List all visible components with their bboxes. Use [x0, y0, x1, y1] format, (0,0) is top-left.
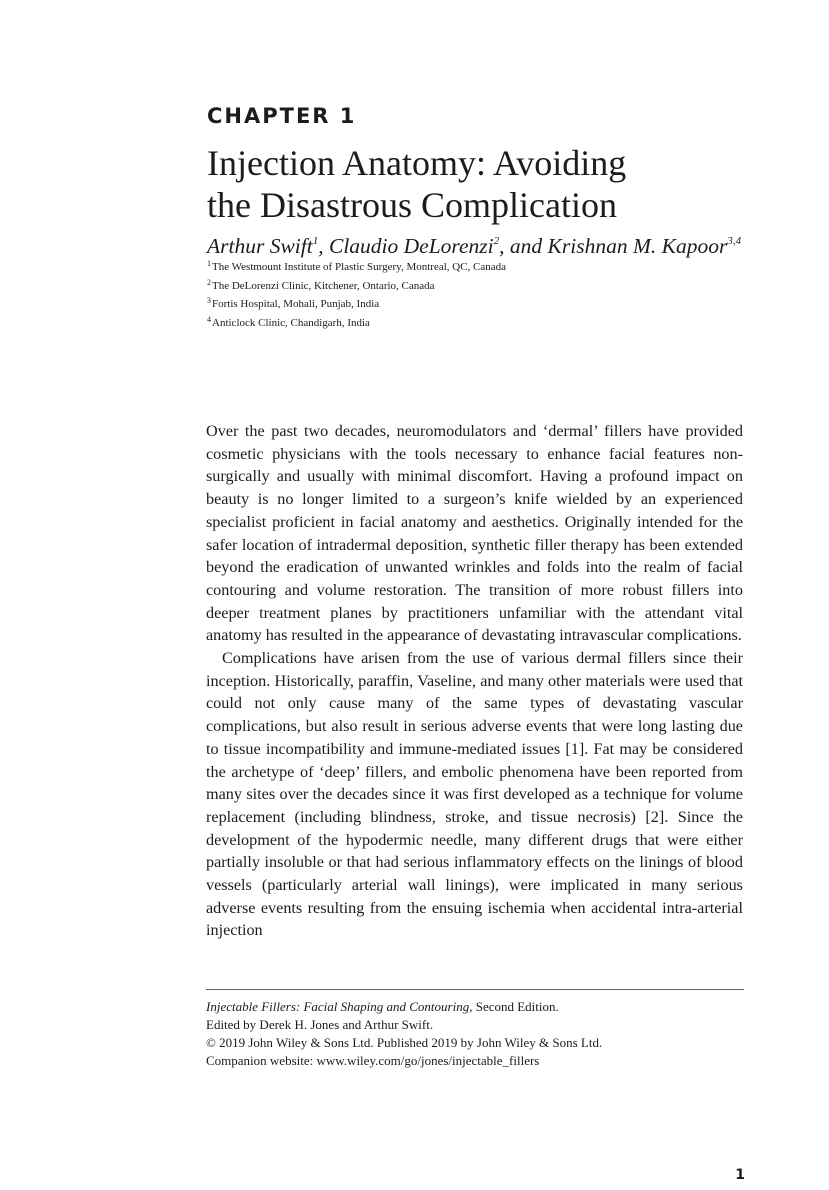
- companion-website-line: Companion website: www.wiley.com/go/jones/injectable_fillers: [206, 1053, 540, 1068]
- affiliation: [207, 295, 506, 314]
- chapter-label: CHAPTER 1: [207, 104, 357, 128]
- book-citation: [206, 998, 746, 1016]
- author-separator: ,: [318, 234, 329, 258]
- author-name: Krishnan M. Kapoor: [547, 234, 728, 258]
- author-separator: , and: [499, 234, 548, 258]
- chapter-title-line-1: Injection Anatomy: Avoiding: [207, 143, 627, 183]
- affiliation-number: 1: [207, 259, 211, 268]
- chapter-title-line-2: the Disastrous Complication: [207, 185, 617, 225]
- affiliation-list: [207, 258, 506, 332]
- author-list: [207, 233, 767, 259]
- body-text: [206, 420, 743, 942]
- footnote-divider: [206, 989, 744, 990]
- affiliation-text: The Westmount Institute of Plastic Surgery, Montreal, QC, Canada: [212, 261, 507, 273]
- publication-footnote: [206, 998, 746, 1070]
- editors-line: Edited by Derek H. Jones and Arthur Swift.: [206, 1017, 434, 1032]
- author-name: Arthur Swift: [207, 234, 313, 258]
- affiliation-number: 4: [207, 314, 211, 324]
- affiliation-number: 3: [207, 296, 211, 305]
- author-name: Claudio DeLorenzi: [328, 234, 494, 258]
- page-number: 1: [735, 1167, 745, 1183]
- affiliation-text: Fortis Hospital, Mohali, Punjab, India: [212, 298, 380, 310]
- body-paragraph: Complications have arisen from the use of various dermal fillers since their inception. Historically, paraffin, Vaseline, and many other materials were used that could not only cause many of the same types of devastating vascular complications, but also result in serious adverse events that were long lasting due to tissue incompatibility and immune-mediated issues [1]. Fat may be considered the archetype of ‘deep’ fillers, and embolic phenomena have been reported from many sites over the decades since it was first developed as a technique for volume replacement (including blindness, stroke, and tissue necrosis) [2]. Since the development of the hypodermic needle, many different drugs that were either partially insoluble or that had serious inflammatory effects on the linings of blood vessels (particularly arterial wall linings), were implicated in many serious adverse events resulting from the ensuing ischemia when accidental intra-arterial injection: [206, 649, 743, 940]
- copyright-line: © 2019 John Wiley & Sons Ltd. Published 2019 by John Wiley & Sons Ltd.: [206, 1035, 603, 1050]
- affiliation-number: 2: [207, 277, 211, 287]
- affiliation: [207, 314, 506, 333]
- author-affiliation-mark: 1: [312, 235, 319, 247]
- author-affiliation-mark: 2: [493, 235, 500, 247]
- affiliation-text: Anticlock Clinic, Chandigarh, India: [212, 316, 370, 329]
- chapter-title: [207, 142, 767, 226]
- author-affiliation-mark: 3,4: [727, 235, 742, 247]
- affiliation-text: The DeLorenzi Clinic, Kitchener, Ontario, Canada: [212, 279, 435, 292]
- book-title: Injectable Fillers: Facial Shaping and Contouring,: [206, 999, 473, 1014]
- affiliation: [207, 277, 506, 296]
- affiliation: [207, 258, 506, 277]
- body-paragraph: Over the past two decades, neuromodulators and ‘dermal’ fillers have provided cosmetic physicians with the tools necessary to enhance facial features non-surgically and usually with minimal discomfort. Having a profound impact on beauty is no longer limited to a surgeon’s knife wielded by an experienced specialist proficient in facial anatomy and aesthetics. Originally intended for the safer location of intradermal deposition, synthetic filler therapy has been extended beyond the eradication of unwanted wrinkles and folds into the realm of facial contouring and volume restoration. The transition of more robust fillers into deeper treatment planes by practitioners unfamiliar with the attendant vital anatomy has resulted in the appearance of devastating intravascular complications.: [206, 422, 743, 645]
- book-edition: Second Edition.: [472, 999, 559, 1014]
